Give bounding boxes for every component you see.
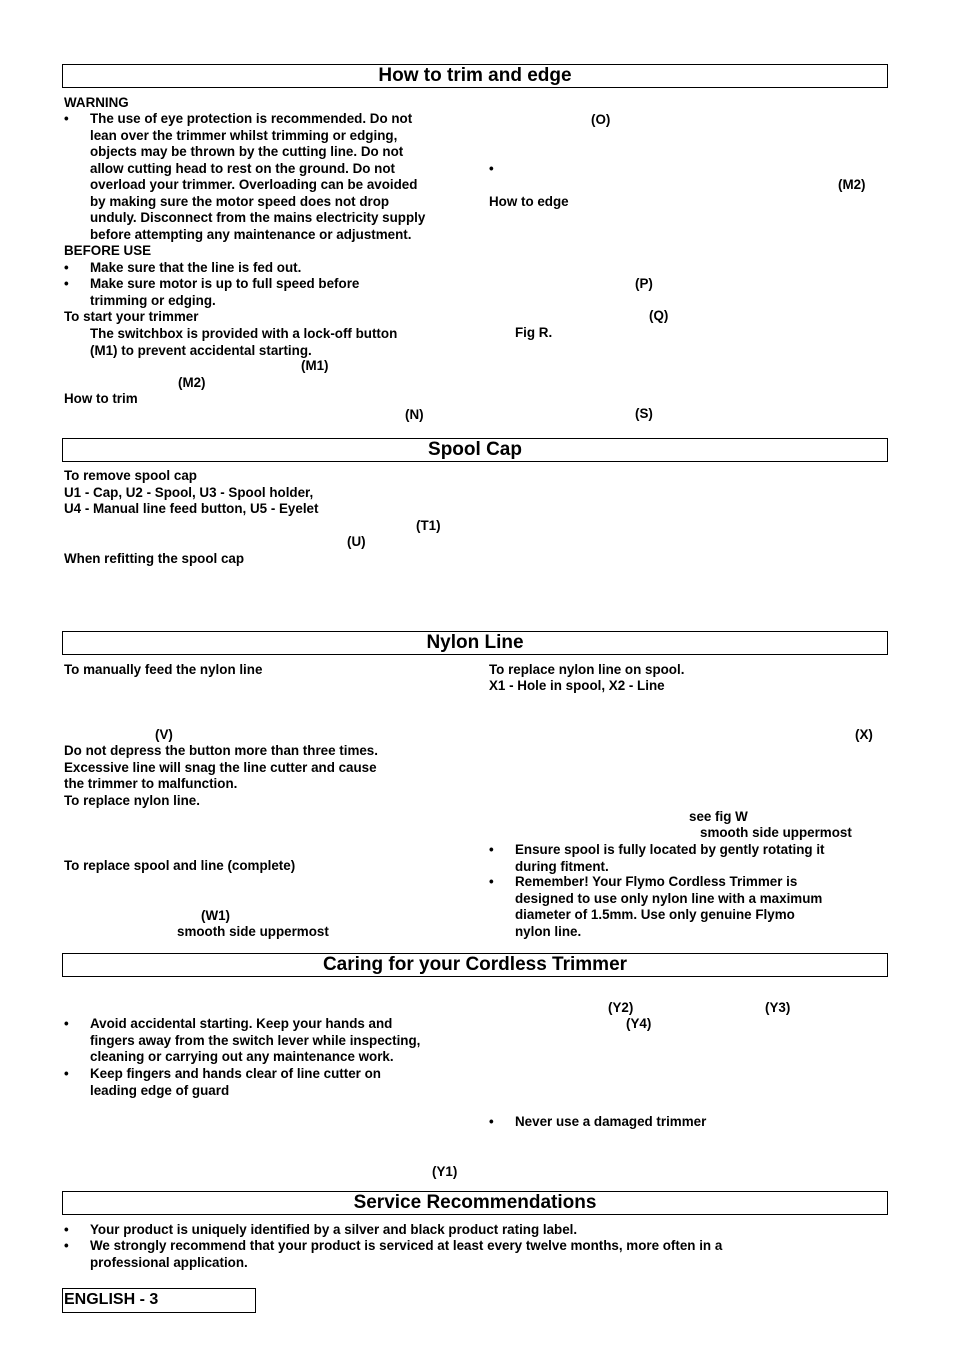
- empty-bullet: •: [489, 161, 494, 176]
- when-refitting-label: When refitting the spool cap: [64, 551, 245, 566]
- warning-label: WARNING: [64, 95, 129, 110]
- replace-line-label: To replace nylon line.: [64, 793, 200, 808]
- bullet-glyph: •: [64, 111, 69, 126]
- warning-line: before attempting any maintenance or adjustment.: [90, 226, 412, 242]
- page-footer: ENGLISH - 3: [62, 1288, 256, 1313]
- warning-line: lean over the trimmer whilst trimming or edging,: [90, 127, 398, 143]
- replace-on-spool-label: To replace nylon line on spool.: [489, 662, 685, 677]
- ref-x: (X): [855, 727, 873, 742]
- bullet-line: Ensure spool is fully located by gently rotating it: [515, 842, 825, 857]
- bullet-line: professional application.: [90, 1254, 248, 1270]
- before-use-label: BEFORE USE: [64, 243, 152, 258]
- depress-line: Do not depress the button more than three times.: [64, 743, 378, 758]
- bullet-glyph: •: [64, 1066, 69, 1081]
- bullet-line: during fitment.: [515, 858, 609, 874]
- ref-n: (N): [405, 407, 424, 422]
- bullet-line: cleaning or carrying out any maintenance work.: [90, 1049, 394, 1064]
- ref-w1: (W1): [201, 908, 231, 923]
- bullet-glyph: •: [489, 874, 494, 889]
- ref-s: (S): [635, 406, 653, 421]
- smooth-side-right: smooth side uppermost: [700, 825, 852, 840]
- bullet-line: Keep fingers and hands clear of line cutter on: [90, 1066, 381, 1081]
- bullet-line: leading edge of guard: [90, 1082, 230, 1098]
- switchbox-line: The switchbox is provided with a lock-off button: [90, 326, 398, 341]
- ref-t1: (T1): [416, 518, 441, 533]
- x-parts: X1 - Hole in spool, X2 - Line: [489, 678, 665, 693]
- ref-y1: (Y1): [432, 1164, 458, 1179]
- bullet-glyph: •: [64, 260, 69, 275]
- switchbox-line: (M1) to prevent accidental starting.: [90, 342, 312, 358]
- ref-o: (O): [591, 112, 611, 127]
- smooth-side-left: smooth side uppermost: [177, 924, 329, 939]
- ref-u: (U): [347, 534, 366, 549]
- bullet-line: Make sure motor is up to full speed before: [90, 276, 360, 291]
- bullet-line: trimming or edging.: [90, 292, 216, 308]
- to-start-label: To start your trimmer: [64, 309, 199, 324]
- bullet-glyph: •: [64, 1222, 69, 1237]
- warning-line: overload your trimmer. Overloading can be avoided: [90, 177, 418, 192]
- bullet-line: designed to use only nylon line with a maximum: [515, 890, 823, 906]
- switchbox-text: [90, 326, 397, 359]
- replace-complete-label: To replace spool and line (complete): [64, 858, 296, 873]
- bullet-text: Never use a damaged trimmer: [515, 1114, 707, 1129]
- ref-y4: (Y4): [626, 1016, 652, 1031]
- bullet-line: We strongly recommend that your product is serviced at least every twelve months, more often in a: [90, 1238, 723, 1253]
- bullet-text: [90, 1016, 420, 1066]
- bullet-text: Your product is uniquely identified by a silver and black product rating label.: [90, 1222, 578, 1237]
- bullet-text: [90, 276, 359, 309]
- bullet-text: Make sure that the line is fed out.: [90, 260, 302, 275]
- ref-m2-right: (M2): [838, 177, 866, 192]
- warning-text: [90, 111, 425, 243]
- bullet-text: [515, 842, 825, 875]
- section-heading-spool: Spool Cap: [62, 438, 888, 462]
- ref-q: (Q): [649, 308, 669, 323]
- depress-line: Excessive line will snag the line cutter and cause: [64, 759, 377, 775]
- ref-y2: (Y2): [608, 1000, 634, 1015]
- section-heading-service: Service Recommendations: [62, 1191, 888, 1215]
- ref-y3: (Y3): [765, 1000, 791, 1015]
- depress-line: the trimmer to malfunction.: [64, 776, 238, 791]
- to-remove-label: To remove spool cap: [64, 468, 197, 483]
- ref-v: (V): [155, 727, 173, 742]
- bullet-glyph: •: [64, 1016, 69, 1031]
- warning-line: objects may be thrown by the cutting line. Do not: [90, 144, 404, 159]
- how-to-edge-label: How to edge: [489, 194, 569, 209]
- see-fig-w: see fig W: [689, 809, 748, 824]
- depress-warning: [64, 743, 378, 793]
- bullet-text: [90, 1238, 722, 1271]
- ref-m2-left: (M2): [178, 375, 206, 390]
- manually-feed-label: To manually feed the nylon line: [64, 662, 263, 677]
- bullet-line: Remember! Your Flymo Cordless Trimmer is: [515, 874, 798, 889]
- warning-line: allow cutting head to rest on the ground. Do not: [90, 160, 395, 176]
- bullet-glyph: •: [489, 1114, 494, 1129]
- bullet-line: nylon line.: [515, 923, 582, 939]
- bullet-line: fingers away from the switch lever while inspecting,: [90, 1032, 421, 1048]
- section-heading-caring: Caring for your Cordless Trimmer: [62, 953, 888, 977]
- bullet-glyph: •: [64, 276, 69, 291]
- bullet-glyph: •: [489, 842, 494, 857]
- warning-line: unduly. Disconnect from the mains electricity supply: [90, 210, 426, 225]
- ref-m1: (M1): [301, 358, 329, 373]
- fig-r-label: Fig R.: [515, 325, 553, 340]
- bullet-text: [90, 1066, 381, 1099]
- section-heading-nylon: Nylon Line: [62, 631, 888, 655]
- bullet-line: Avoid accidental starting. Keep your hands and: [90, 1016, 393, 1031]
- how-to-trim-label: How to trim: [64, 391, 138, 406]
- spool-parts-line1: U1 - Cap, U2 - Spool, U3 - Spool holder,: [64, 485, 314, 500]
- bullet-glyph: •: [64, 1238, 69, 1253]
- warning-line: by making sure the motor speed does not drop: [90, 193, 390, 209]
- warning-line: The use of eye protection is recommended. Do not: [90, 111, 413, 126]
- spool-parts-line2: U4 - Manual line feed button, U5 - Eyelet: [64, 501, 319, 516]
- bullet-text: [515, 874, 822, 940]
- section-heading-trim: How to trim and edge: [62, 64, 888, 88]
- bullet-line: diameter of 1.5mm. Use only genuine Flymo: [515, 907, 795, 922]
- ref-p: (P): [635, 276, 653, 291]
